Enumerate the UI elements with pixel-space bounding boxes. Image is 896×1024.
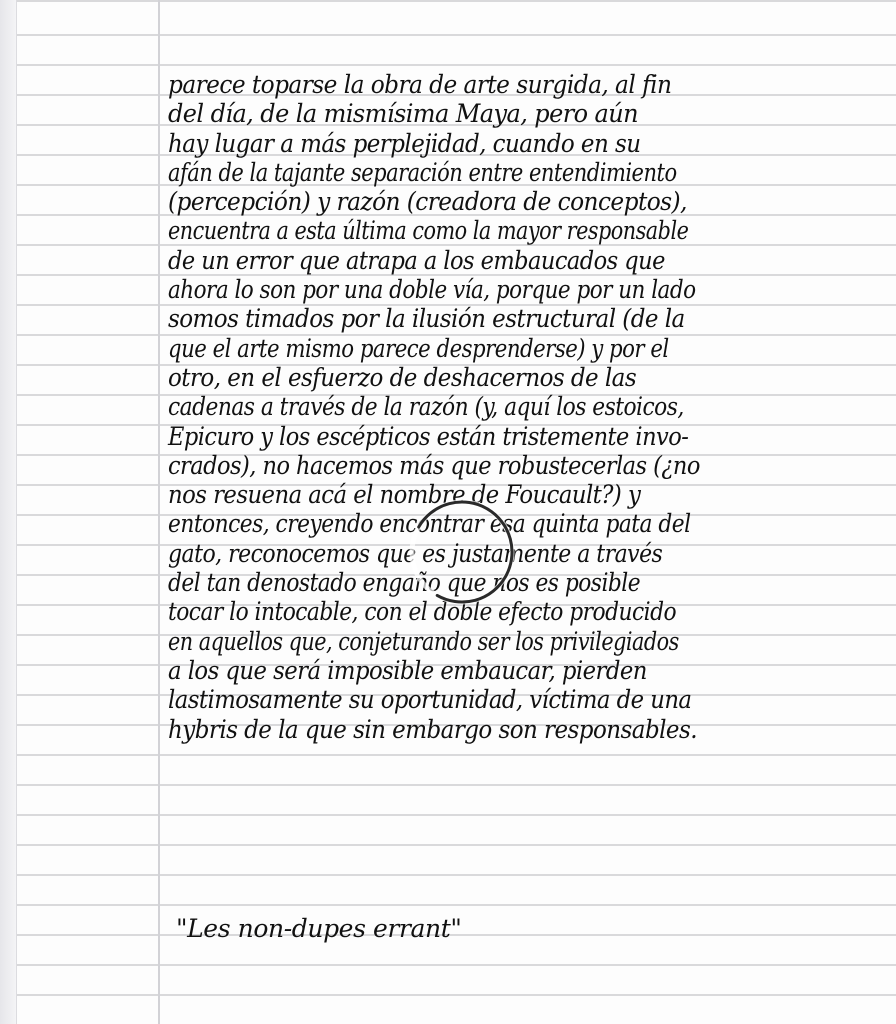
text-line: a los que será imposible embaucar, pierden [168,655,647,685]
text-line: encuentra a esta última como la mayor responsable [168,216,689,246]
closing-quote: "Les non-dupes errant" [176,914,462,943]
loading-spinner-icon [406,496,518,608]
text-line: ahora lo son por una doble vía, porque por un lado [168,275,696,305]
text-line: del tan denostado engaño que nos es posible [168,568,641,598]
text-line: (percepción) y razón (creadora de conceptos), [168,187,687,217]
text-line: afán de la tajante separación entre entendimiento [168,157,677,187]
binding-edge [0,0,17,1024]
text-line: cadenas a través de la razón (y, aquí los estoicos, [168,392,684,422]
handwritten-text [168,70,888,744]
text-line: lastimosamente su oportunidad, víctima de una [168,685,692,715]
text-line: hybris de la que sin embargo son responsables. [168,714,697,744]
text-line: que el arte mismo parece desprenderse) y por el [168,333,669,363]
text-line: del día, de la mismísima Maya, pero aún [168,99,639,129]
text-line: hay lugar a más perplejidad, cuando en su [168,128,641,158]
text-line: somos timados por la ilusión estructural (de la [168,304,685,334]
text-line: otro, en el esfuerzo de deshacernos de las [168,362,637,392]
text-line: tocar lo intocable, con el doble efecto producido [168,597,677,627]
text-line: Epicuro y los escépticos están tristemente invo- [168,421,689,451]
text-line: entonces, creyendo encontrar esa quinta pata del [168,509,691,539]
text-line: gato, reconocemos que es justamente a través [168,538,663,568]
text-line: nos resuena acá el nombre de Foucault?) y [168,480,641,510]
text-line: crados), no hacemos más que robustecerlas (¿no [168,450,700,480]
text-line: en aquellos que, conjeturando ser los privilegiados [168,626,679,656]
text-line: parece toparse la obra de arte surgida, al fin [168,70,672,99]
margin-rule [158,0,160,1024]
text-line: de un error que atrapa a los embaucados que [168,245,665,275]
